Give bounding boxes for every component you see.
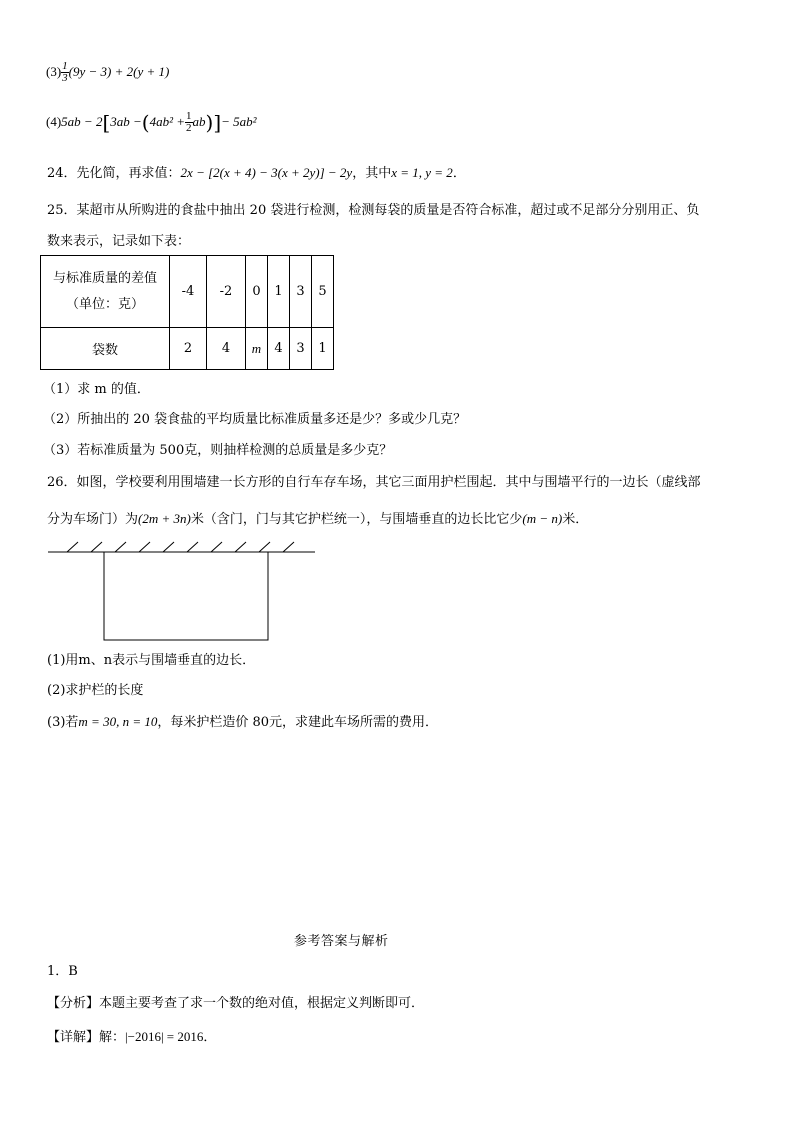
parking-lot-rectangle (104, 552, 268, 640)
q25-sub2: （2）所抽出的 20 袋食盐的平均质量比标准质量多还是少？多或少几克？ (43, 412, 467, 427)
table-cell: 5 (312, 256, 334, 328)
table-cell: 1 (312, 328, 334, 370)
q26-expression-1: (2m + 3n) (138, 511, 191, 526)
q25-sub3: （3）若标准质量为 500克，则抽样检测的总质量是多少克？ (43, 443, 393, 458)
table-cell: m (246, 328, 268, 370)
q23-part4: (4)5ab − 2[3ab −(4ab² + $\frac{1}{2}$ ab)]− 5ab² (46, 110, 257, 135)
q26-sub3-expression: m = 30, n = 10 (78, 714, 158, 729)
table-cell: 1 (268, 256, 290, 328)
q25-table (40, 255, 334, 370)
q26-line2-c: 米． (562, 512, 589, 527)
q24-line (47, 163, 466, 184)
q23-part3-label: (3) (46, 64, 62, 79)
answer-1: 1．B (47, 964, 78, 979)
q23-part4-term-b: 3ab − (110, 114, 142, 129)
table-cell: -2 (207, 256, 246, 328)
q26-line2 (47, 509, 588, 530)
q23-part4-fraction: $\frac{1}{2}$ (186, 110, 192, 134)
table-cell: 0 (246, 256, 268, 328)
q26-line2-b: 米（含门，门与其它护栏统一），与围墙垂直的边长比它少 (190, 512, 523, 527)
q23-part3 (46, 59, 169, 85)
q23-part4-term-e: − 5ab² (221, 114, 257, 129)
table-header-cell (41, 256, 170, 328)
answers-title: 参考答案与解析 (294, 934, 389, 949)
q23-part4-term-c: 4ab² + (149, 114, 186, 129)
q24-expression: 2x − [2(x + 4) − 3(x + 2y)] − 2y (180, 165, 353, 180)
q23-part4-term-d: ab (192, 114, 206, 129)
q24-end: ． (452, 166, 466, 181)
table-cell: 2 (170, 328, 207, 370)
table-row (41, 256, 334, 328)
q23-part3-expression: (9y − 3) + 2(y + 1) (68, 64, 170, 79)
q24-text: 24．先化简，再求值： (47, 166, 181, 181)
table-row-label: 袋数 (41, 328, 170, 370)
q23-part3-fraction: $\frac{1}{3}$ (62, 60, 68, 84)
q26-sub2: (2)求护栏的长度 (47, 683, 144, 698)
table-cell: 4 (207, 328, 246, 370)
answer-detail-label: 【详解】解： (47, 1030, 126, 1045)
table-cell: -4 (170, 256, 207, 328)
q26-line1: 26．如图，学校要利用围墙建一长方形的自行车存车场，其它三面用护栏围起．其中与围墙平行的一边长（虚线部 (47, 475, 701, 490)
q25-sub1: （1）求 m 的值． (43, 382, 150, 397)
q26-figure (45, 540, 320, 644)
answer-analysis: 【分析】本题主要考查了求一个数的绝对值，根据定义判断即可． (47, 996, 425, 1011)
answer-detail (47, 1027, 216, 1048)
q26-sub3 (47, 712, 438, 733)
answer-detail-end: ． (203, 1030, 217, 1045)
q26-sub1: (1)用m、n表示与围墙垂直的边长． (47, 653, 256, 668)
q25-line2: 数来表示，记录如下表： (47, 234, 191, 249)
answer-detail-expression: |−2016| = 2016 (125, 1029, 204, 1044)
q25-line1: 25．某超市从所购进的食盐中抽出 20 袋进行检测，检测每袋的质量是否符合标准，超过或不足部分分别用正、负 (47, 203, 700, 218)
table-cell: 3 (290, 256, 312, 328)
table-cell: 4 (268, 328, 290, 370)
table-row (41, 328, 334, 370)
q23-part4-term-a: 5ab − 2 (61, 114, 103, 129)
q26-expression-2: (m − n) (522, 511, 563, 526)
q26-sub3-b: ，每米护栏造价 80元，求建此车场所需的费用． (157, 715, 439, 730)
table-header-line1: 与标准质量的差值 (52, 270, 157, 286)
q24-condition: x = 1, y = 2 (391, 165, 453, 180)
q26-sub3-a: (3)若 (47, 715, 79, 730)
wall-hatching (67, 542, 294, 552)
q24-mid: ，其中 (352, 166, 392, 181)
table-cell: 3 (290, 328, 312, 370)
table-header-line2: （单位：克） (65, 296, 144, 312)
q23-part4-label: (4) (46, 114, 62, 129)
q26-line2-a: 分为车场门）为 (47, 512, 139, 527)
